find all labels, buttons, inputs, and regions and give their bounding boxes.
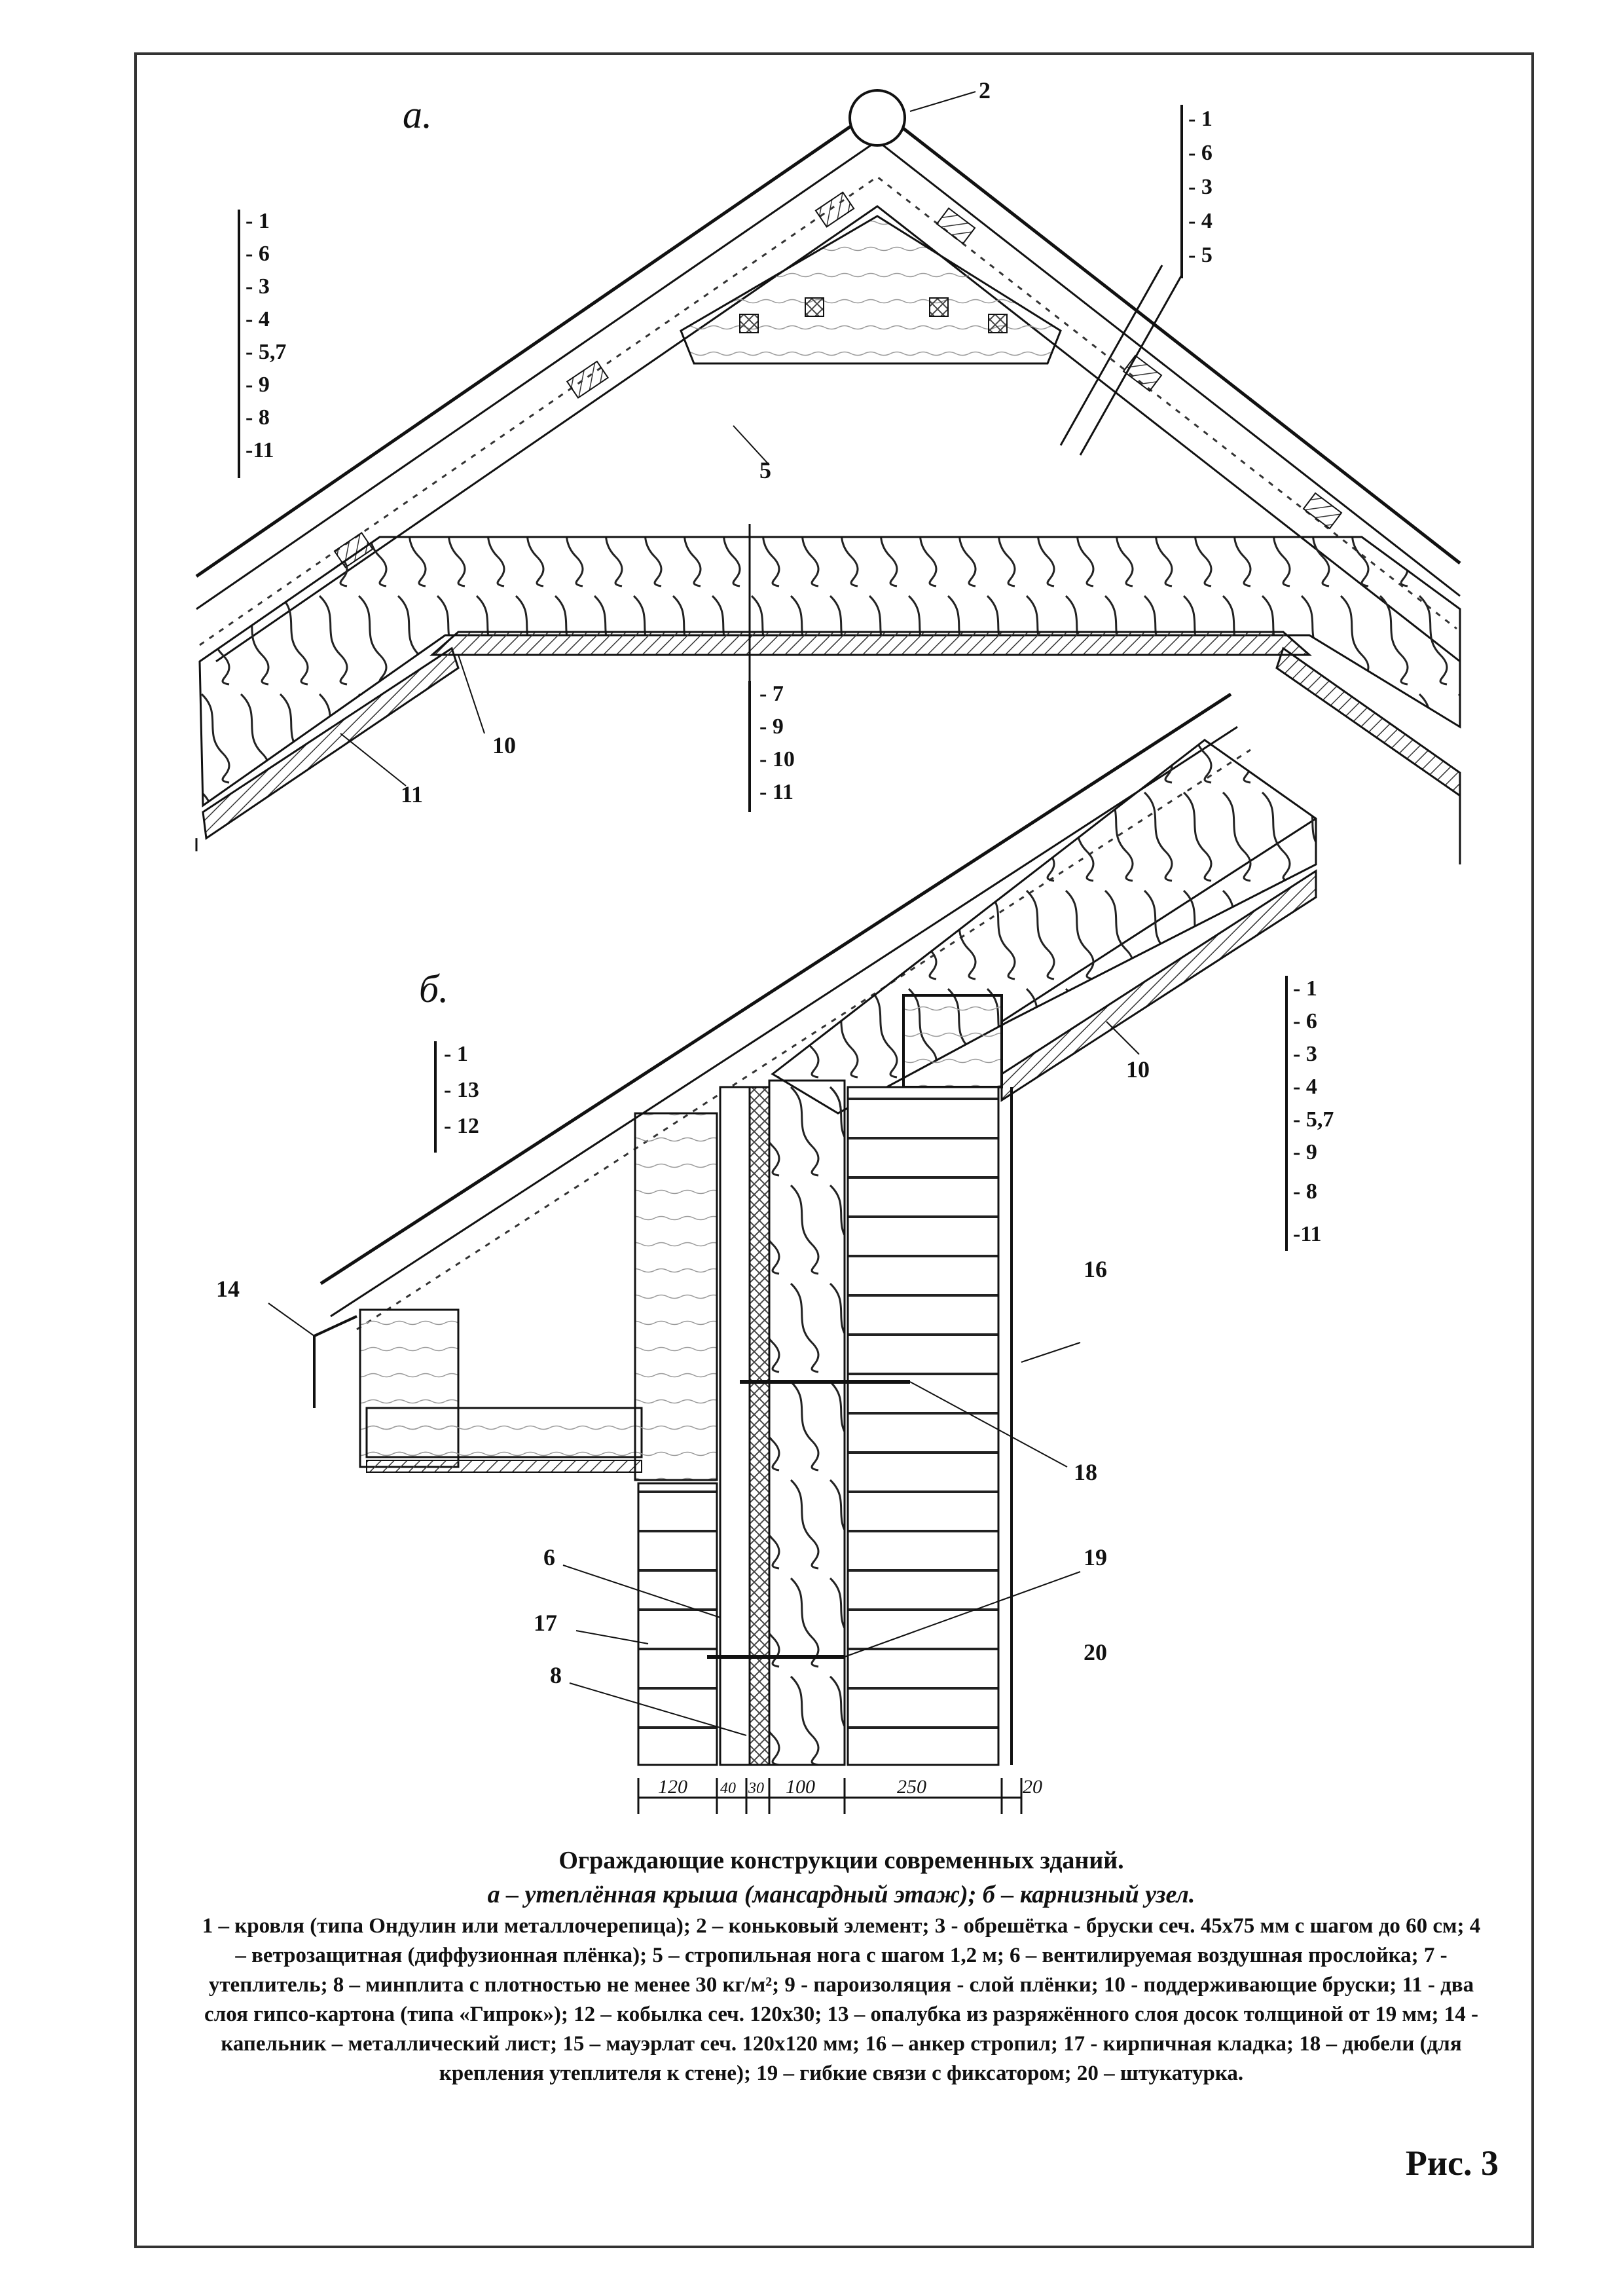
ridge-element: [850, 90, 905, 145]
dim-label: 250: [897, 1776, 926, 1798]
caption-subtitle: а – утеплённая крыша (мансардный этаж); б – карнизный узел.: [487, 1881, 1195, 1908]
stack-item: - 11: [759, 780, 793, 804]
callout-5: 5: [759, 457, 771, 483]
dim-label: 20: [1023, 1776, 1042, 1798]
stack-item: - 4: [1293, 1075, 1317, 1099]
callout-20: 20: [1084, 1639, 1107, 1665]
stack-item: - 1: [1293, 976, 1317, 1001]
caption-legend: 1 – кровля (типа Ондулин или металлочерепица); 2 – коньковый элемент; 3 - обрешётка - бруски сеч. 45x75 мм с шагом до 60 см; 4 – ветрозащитная (диффузионная плёнка); 5 – стропильная нога с шагом 1,2 м; 6 – вентилируемая воздушная прослойка; 7 - утеплитель; 8 – минплита с плотностью не менее 30 кг/м²; 9 - пароизоляция - слой плёнки; 10 - поддерживающие бруски; 11 - два слоя гипсо-картона (типа «Гипрок»); 12 – кобылка сеч. 120x30; 13 – опалубка из разряжённого слоя досок толщиной от 19 мм; 14 - капельник – металлический лист; 15 – мауэрлат сеч. 120x120 мм; 16 – анкер стропил; 17 - кирпичная кладка; 18 – дюбели (для крепления утеплителя к стене); 19 – гибкие связи с фиксатором; 20 – штукатурка.: [202, 1914, 1481, 2085]
stack-item: - 3: [246, 274, 270, 299]
dimension-labels: [658, 1776, 1042, 1798]
callout-17: 17: [534, 1610, 557, 1636]
stack-item: - 5,7: [246, 340, 287, 364]
figure-label: Рис. 3: [1405, 2143, 1499, 2183]
stack-b-left: [435, 1041, 479, 1153]
caption: [196, 1843, 1486, 2088]
diagram-b-label: б.: [419, 967, 449, 1010]
diagram-b-eave: [268, 694, 1316, 1814]
caption-title: Ограждающие конструкции современных зданий.: [558, 1847, 1124, 1874]
stack-item: - 5: [1188, 243, 1213, 267]
stack-item: - 12: [444, 1114, 479, 1138]
stack-a-right: [1182, 105, 1213, 278]
stack-item: - 7: [759, 682, 784, 706]
ridge-gusset: [681, 216, 1061, 363]
callout-b-6: 6: [543, 1544, 555, 1570]
stack-item: - 4: [1188, 209, 1213, 233]
stack-item: - 6: [1293, 1009, 1317, 1033]
stack-item: - 6: [246, 242, 270, 266]
callout-b-8: 8: [550, 1662, 562, 1688]
dim-label: 30: [748, 1780, 764, 1797]
stack-item: - 3: [1188, 175, 1213, 199]
callout-18: 18: [1074, 1459, 1097, 1485]
stack-item: - 8: [246, 405, 270, 430]
stack-item: -11: [246, 438, 274, 462]
stack-item: - 8: [1293, 1179, 1317, 1204]
stack-item: -11: [1293, 1222, 1322, 1246]
stack-item: - 9: [246, 373, 270, 397]
callout-b-10: 10: [1126, 1056, 1150, 1083]
stack-a-center: [750, 681, 795, 812]
callout-16: 16: [1084, 1256, 1107, 1282]
stack-item: - 9: [1293, 1140, 1317, 1164]
callout-2: 2: [979, 77, 991, 103]
stack-item: - 4: [246, 307, 270, 331]
dim-label: 40: [720, 1780, 736, 1797]
callout-10: 10: [492, 732, 516, 758]
callout-14: 14: [216, 1276, 240, 1302]
stack-item: - 13: [444, 1078, 479, 1102]
stack-item: - 3: [1293, 1042, 1317, 1066]
callout-19: 19: [1084, 1544, 1107, 1570]
stack-item: - 1: [246, 209, 270, 233]
dim-label: 100: [786, 1776, 815, 1798]
stack-item: - 9: [759, 714, 784, 739]
stack-b-right: [1286, 976, 1334, 1251]
stack-item: - 5,7: [1293, 1107, 1334, 1132]
diagram-a-roof: [196, 90, 1460, 864]
stack-item: - 6: [1188, 141, 1213, 165]
callout-11: 11: [401, 781, 424, 807]
stack-item: - 1: [444, 1042, 468, 1066]
dim-label: 120: [658, 1776, 687, 1798]
diagram-a-label: а.: [403, 93, 432, 136]
stack-a-left: [239, 209, 286, 478]
stack-item: - 1: [1188, 107, 1213, 131]
stack-item: - 10: [759, 747, 795, 771]
